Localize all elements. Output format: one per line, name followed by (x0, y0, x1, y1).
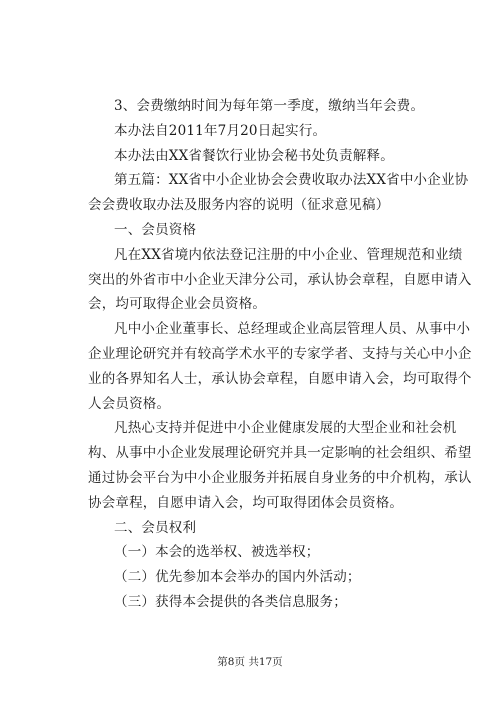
section-heading: 一、会员资格 (114, 221, 197, 238)
paragraph-line: 构、从事中小企业发展理论研究并具一定影响的社会组织、希望 (88, 445, 472, 462)
page-number-footer: 第8页 共17页 (217, 656, 283, 668)
section-heading: 二、会员权利 (114, 519, 197, 536)
paragraph-line: 本办法自2011年7月20日起实行。 (114, 122, 327, 139)
paragraph-line: 本办法由XX省餐饮行业协会秘书处负责解释。 (114, 147, 394, 164)
paragraph-line: 业的各界知名人士，承认协会章程，自愿申请入会，均可取得个 (88, 370, 472, 387)
paragraph-line: 3、会费缴纳时间为每年第一季度，缴纳当年会费。 (114, 98, 425, 114)
paragraph-line: 企业理论研究并有较高学术水平的专家学者、支持与关心中小企 (88, 345, 472, 362)
paragraph-line: 凡热心支持并促进中小企业健康发展的大型企业和社会机 (114, 420, 457, 437)
paragraph-line: 人会员资格。 (88, 395, 171, 412)
paragraph-line: 通过协会平台为中小企业服务并拓展自身业务的中介机构，承认 (88, 469, 472, 486)
paragraph-line: 凡在XX省境内依法登记注册的中小企业、管理规范和业绩 (114, 246, 463, 263)
paragraph-line: 第五篇：XX省中小企业协会会费收取办法XX省中小企业协 (114, 172, 469, 189)
list-item: （一）本会的选举权、被选举权； (114, 544, 320, 561)
list-item: （二）优先参加本会举办的国内外活动； (114, 569, 361, 586)
paragraph-line: 会，均可取得企业会员资格。 (88, 296, 267, 313)
paragraph-line: 协会章程，自愿申请入会，均可取得团体会员资格。 (88, 494, 404, 511)
list-item: （三）获得本会提供的各类信息服务； (114, 593, 347, 610)
paragraph-line: 会会费收取办法及服务内容的说明（征求意见稿） (88, 197, 390, 214)
paragraph-line: 凡中小企业董事长、总经理或企业高层管理人员、从事中小 (114, 321, 471, 338)
document-body (88, 94, 472, 615)
paragraph-line: 突出的外省市中小企业天津分公司，承认协会章程，自愿申请入 (88, 271, 472, 288)
